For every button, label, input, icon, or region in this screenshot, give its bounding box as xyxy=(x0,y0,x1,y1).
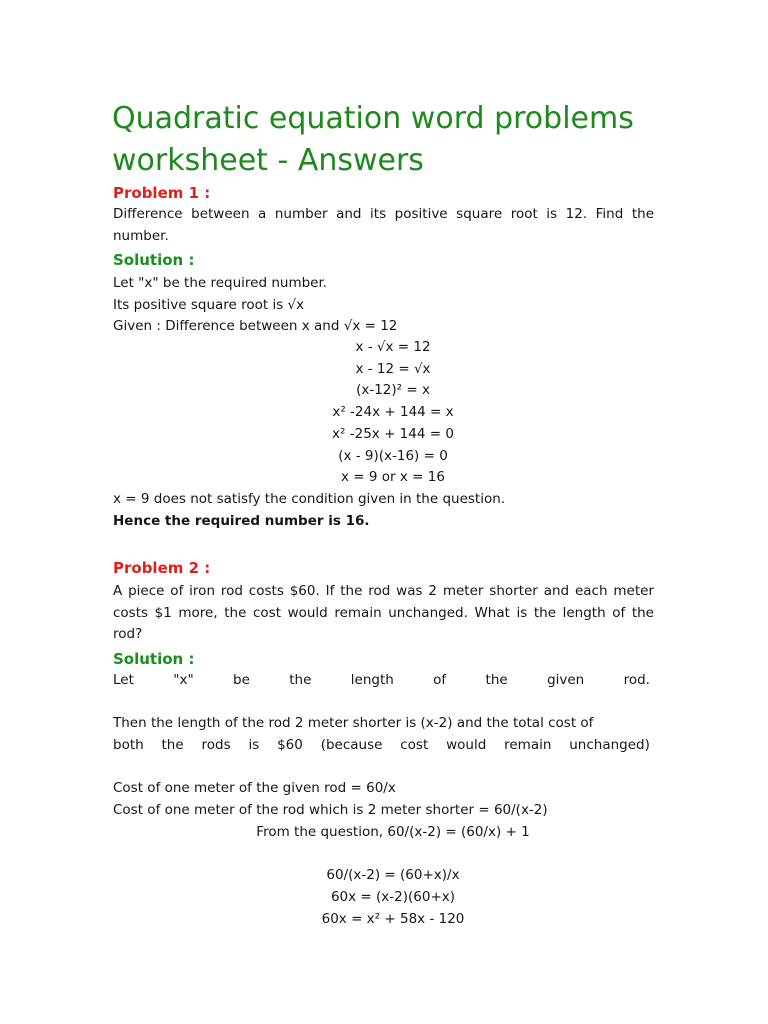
solution-step: Then the length of the rod 2 meter shorter is (x-2) and the total cost of xyxy=(113,715,594,731)
page-title: Quadratic equation word problems worksheet - Answers xyxy=(112,101,634,178)
equation-line: (x - 9)(x-16) = 0 xyxy=(338,448,448,464)
word: of xyxy=(433,672,447,688)
word: Let xyxy=(113,672,134,688)
word: "x" xyxy=(173,672,194,688)
problem-2-heading: Problem 2 : xyxy=(113,559,211,577)
equation-line: x - 12 = √x xyxy=(355,361,431,377)
problem-1-solution-heading: Solution : xyxy=(113,251,195,269)
word: remain xyxy=(504,737,552,753)
equation-line: x² -24x + 144 = x xyxy=(332,404,454,420)
word: given xyxy=(547,672,585,688)
word: be xyxy=(233,672,250,688)
equation-line: From the question, 60/(x-2) = (60/x) + 1 xyxy=(256,824,530,840)
equation-line: x = 9 or x = 16 xyxy=(341,469,445,485)
solution-step: Cost of one meter of the given rod = 60/x xyxy=(113,780,396,796)
equation-line: x - √x = 12 xyxy=(355,339,431,355)
equation-line: x² -25x + 144 = 0 xyxy=(332,426,454,442)
problem-1-conclusion: Hence the required number is 16. xyxy=(113,513,370,529)
word: unchanged) xyxy=(569,737,650,753)
solution-step: Cost of one meter of the rod which is 2 meter shorter = 60/(x-2) xyxy=(113,802,548,818)
word: would xyxy=(446,737,487,753)
solution-step: Let "x" be the required number. xyxy=(113,275,328,291)
word: is xyxy=(248,737,260,753)
problem-1-text: Difference between a number and its positive square root is 12. Find the number. xyxy=(113,206,654,244)
word: rods xyxy=(201,737,231,753)
word: the xyxy=(161,737,184,753)
justified-line-both xyxy=(113,735,650,756)
solution-step: Given : Difference between x and √x = 12 xyxy=(113,318,398,334)
word: $60 xyxy=(277,737,303,753)
word: the xyxy=(289,672,312,688)
word: rod. xyxy=(623,672,650,688)
word: both xyxy=(113,737,144,753)
problem-2-text: A piece of iron rod costs $60. If the rod was 2 meter shorter and each meter costs $1 more, the cost would remain unchanged. What is the length of the rod? xyxy=(113,583,654,642)
equation-line: (x-12)² = x xyxy=(356,382,430,398)
justified-line-let xyxy=(113,670,650,691)
equation-line: 60/(x-2) = (60+x)/x xyxy=(326,867,460,883)
problem-2-solution-heading: Solution : xyxy=(113,650,195,668)
word: length xyxy=(350,672,394,688)
word: cost xyxy=(400,737,429,753)
word: the xyxy=(485,672,508,688)
word: (because xyxy=(320,737,383,753)
problem-1-heading: Problem 1 : xyxy=(113,184,211,202)
equation-line: 60x = (x-2)(60+x) xyxy=(330,889,456,905)
equation-line: 60x = x² + 58x - 120 xyxy=(321,911,465,927)
solution-note: x = 9 does not satisfy the condition given in the question. xyxy=(113,491,506,507)
solution-step: Its positive square root is √x xyxy=(113,297,305,313)
